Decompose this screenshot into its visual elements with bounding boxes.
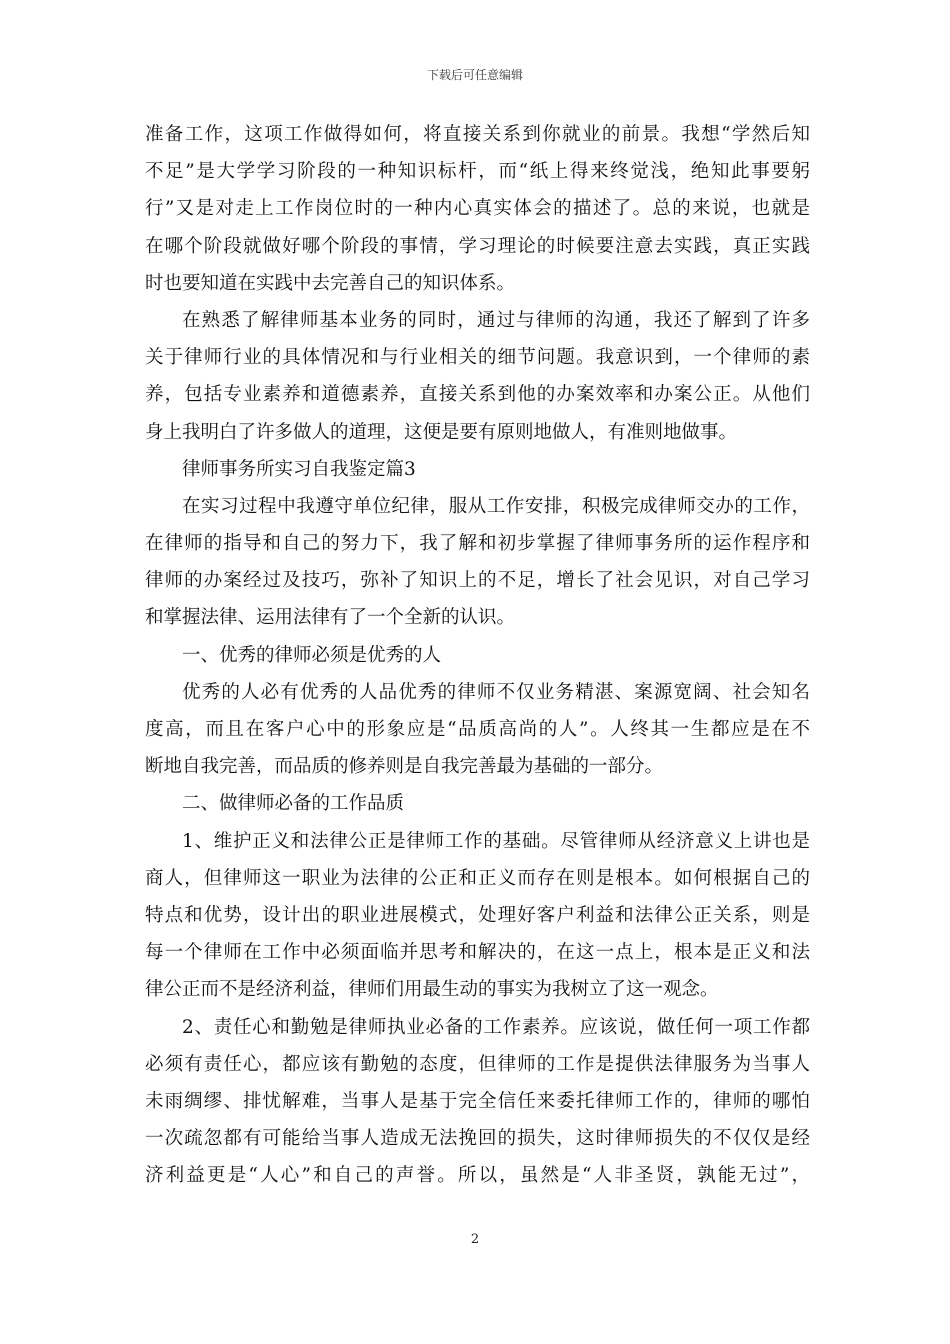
text-line: 律师事务所实习自我鉴定篇3 (182, 458, 416, 480)
text-line: 行”又是对走上工作岗位时的一种内心真实体会的描述了。总的来说，也就是 (145, 198, 810, 220)
text-line: 准备工作，这项工作做得如何，将直接关系到你就业的前景。我想“学然后知 (145, 124, 810, 145)
text-line: 度高，而且在客户心中的形象应是“品质高尚的人”。人终其一生都应是在不 (145, 719, 810, 740)
text-line: 一、优秀的律师必须是优秀的人 (182, 644, 442, 666)
text-line: 未雨绸缪、排忧解难，当事人是基于完全信任来委托律师工作的，律师的哪怕 (145, 1090, 810, 1112)
text-line: 不足”是大学学习阶段的一种知识标杆，而“纸上得来终觉浅，绝知此事要躬 (145, 161, 810, 183)
text-line: 二、做律师必备的工作品质 (182, 793, 405, 815)
text-line: 特点和优势，设计出的职业进展模式，处理好客户利益和法律公正关系，则是 (145, 904, 810, 926)
text-line: 济利益更是“人心”和自己的声誉。所以，虽然是“人非圣贤，孰能无过”， (145, 1165, 810, 1187)
text-line: 2、责任心和勤勉是律师执业必备的工作素养。应该说，做任何一项工作都 (182, 1016, 810, 1038)
text-line: 优秀的人必有优秀的人品优秀的律师不仅业务精湛、案源宽阔、社会知名 (182, 681, 810, 703)
page-number: 2 (470, 1232, 480, 1247)
text-line: 在律师的指导和自己的努力下，我了解和初步掌握了律师事务所的运作程序和 (145, 533, 810, 555)
page-header: 下载后可任意编辑 (426, 68, 523, 82)
text-line: 1、维护正义和法律公正是律师工作的基础。尽管律师从经济意义上讲也是 (182, 830, 810, 852)
body-text (145, 116, 810, 1194)
text-line: 身上我明白了许多做人的道理，这便是要有原则地做人，有准则地做事。 (145, 421, 738, 443)
text-line: 时也要知道在实践中去完善自己的知识体系。 (145, 272, 516, 294)
text-line: 在实习过程中我遵守单位纪律，服从工作安排，积极完成律师交办的工作， (182, 495, 810, 517)
text-line: 商人，但律师这一职业为法律的公正和正义而存在则是根本。如何根据自己的 (145, 867, 810, 889)
text-line: 一次疏忽都有可能给当事人造成无法挽回的损失，这时律师损失的不仅仅是经 (145, 1128, 810, 1150)
text-line: 律师的办案经过及技巧，弥补了知识上的不足，增长了社会见识，对自己学习 (145, 570, 810, 592)
text-line: 在熟悉了解律师基本业务的同时，通过与律师的沟通，我还了解到了许多 (182, 309, 810, 331)
text-line: 和掌握法律、运用法律有了一个全新的认识。 (145, 607, 516, 629)
text-line: 必须有责任心，都应该有勤勉的态度，但律师的工作是提供法律服务为当事人 (145, 1053, 810, 1075)
text-line: 律公正而不是经济利益，律师们用最生动的事实为我树立了这一观念。 (145, 979, 719, 1001)
text-line: 每一个律师在工作中必须面临并思考和解决的，在这一点上，根本是正义和法 (145, 942, 810, 964)
text-line: 在哪个阶段就做好哪个阶段的事情，学习理论的时候要注意去实践，真正实践 (145, 235, 810, 257)
text-line: 关于律师行业的具体情况和与行业相关的细节问题。我意识到，一个律师的素 (145, 347, 810, 369)
text-line: 养，包括专业素养和道德素养，直接关系到他的办案效率和办案公正。从他们 (145, 384, 810, 406)
text-line: 断地自我完善，而品质的修养则是自我完善最为基础的一部分。 (145, 756, 664, 778)
